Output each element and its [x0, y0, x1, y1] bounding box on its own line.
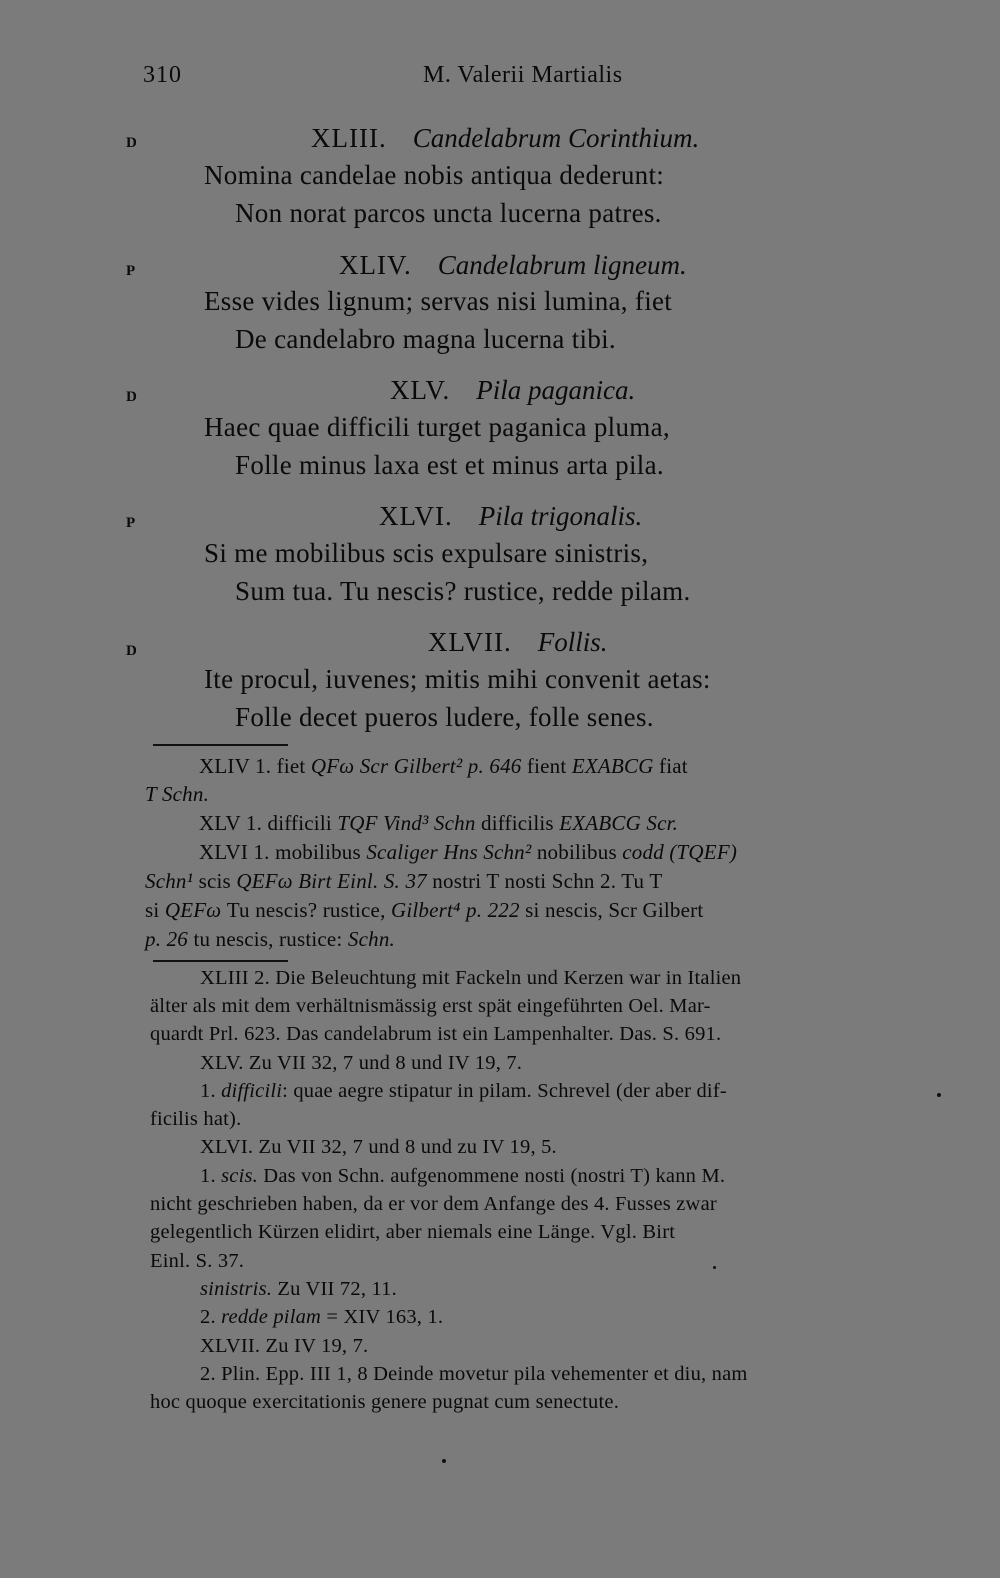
running-title: M. Valerii Martialis	[423, 62, 623, 88]
verse-line: Esse vides lignum; servas nisi lumina, fiet	[204, 286, 673, 316]
apparatus-line: Schn¹ scis QEFω Birt Einl. S. 37 nostri T nosti Schn 2. Tu T	[145, 869, 663, 893]
print-speck	[937, 1093, 941, 1097]
commentary-line: XLVII. Zu IV 19, 7.	[200, 1335, 369, 1357]
poem-heading	[311, 123, 699, 154]
poem-number: XLV.	[390, 375, 451, 405]
verse-line: Nomina candelae nobis antiqua dederunt:	[204, 160, 665, 190]
commentary-line: XLIII 2. Die Beleuchtung mit Fackeln und Kerzen war in Italien	[200, 967, 742, 989]
running-head	[0, 62, 1000, 98]
poem-title: Pila trigonalis.	[478, 501, 643, 531]
commentary-line: XLV. Zu VII 32, 7 und 8 und IV 19, 7.	[200, 1052, 523, 1074]
poem-number: XLVI.	[379, 501, 453, 531]
manuscript-sigil: D	[126, 389, 137, 405]
manuscript-sigil: P	[126, 263, 136, 279]
verse-line: De candelabro magna lucerna tibi.	[235, 324, 616, 354]
commentary-line: 1. scis. Das von Schn. aufgenommene nosti (nostri T) kann M.	[200, 1165, 726, 1187]
commentary-line: ficilis hat).	[150, 1108, 242, 1130]
poem-title: Candelabrum ligneum.	[437, 250, 687, 280]
print-speck	[713, 1266, 716, 1269]
poem-heading	[339, 250, 687, 281]
apparatus-line: T Schn.	[145, 782, 210, 806]
verse-line: Sum tua. Tu nescis? rustice, redde pilam.	[235, 576, 691, 606]
commentary-line: nicht geschrieben haben, da er vor dem Anfange des 4. Fusses zwar	[150, 1193, 717, 1215]
verse-line: Si me mobilibus scis expulsare sinistris,	[204, 538, 649, 568]
poem-heading	[390, 375, 635, 406]
poem-title: Candelabrum Corinthium.	[412, 123, 700, 153]
print-speck	[442, 1459, 446, 1463]
verse-line: Ite procul, iuvenes; mitis mihi convenit aetas:	[204, 664, 711, 694]
poem-title: Follis.	[537, 627, 608, 657]
commentary-line: sinistris. Zu VII 72, 11.	[200, 1278, 397, 1300]
page-number: 310	[143, 62, 182, 88]
apparatus-line: p. 26 tu nescis, rustice: Schn.	[145, 927, 395, 951]
manuscript-sigil: D	[126, 135, 137, 151]
commentary-line: gelegentlich Kürzen elidirt, aber niemals eine Länge. Vgl. Birt	[150, 1221, 676, 1243]
verse-line: Folle decet pueros ludere, folle senes.	[235, 702, 654, 732]
apparatus-line: XLIV 1. fiet QFω Scr Gilbert² p. 646 fient EXABCG fiat	[199, 754, 688, 778]
commentary-line: Einl. S. 37.	[150, 1250, 245, 1272]
poem-title: Pila paganica.	[476, 375, 636, 405]
commentary-line: XLVI. Zu VII 32, 7 und 8 und zu IV 19, 5.	[200, 1136, 557, 1158]
commentary-line: 2. Plin. Epp. III 1, 8 Deinde movetur pila vehementer et diu, nam	[200, 1363, 748, 1385]
apparatus-line: XLV 1. difficili TQF Vind³ Schn difficilis EXABCG Scr.	[199, 811, 679, 835]
apparatus-line: XLVI 1. mobilibus Scaliger Hns Schn² nobilibus codd (TQEF)	[199, 840, 738, 864]
poem-number: XLIV.	[339, 250, 412, 280]
commentary-line: 1. difficili: quae aegre stipatur in pilam. Schrevel (der aber dif-	[200, 1080, 727, 1102]
poem-number: XLIII.	[311, 123, 387, 153]
commentary-line: 2. redde pilam = XIV 163, 1.	[200, 1306, 444, 1328]
poem-heading	[379, 501, 642, 532]
manuscript-sigil: P	[126, 515, 136, 531]
commentary-rule	[153, 960, 288, 962]
poem-heading	[428, 627, 608, 658]
commentary-line: hoc quoque exercitationis genere pugnat cum senectute.	[150, 1391, 620, 1413]
poem-number: XLVII.	[428, 627, 512, 657]
commentary-line: älter als mit dem verhältnismässig erst spät eingeführten Oel. Mar-	[150, 995, 711, 1017]
manuscript-sigil: D	[126, 643, 137, 659]
commentary-line: quardt Prl. 623. Das candelabrum ist ein Lampenhalter. Das. S. 691.	[150, 1023, 722, 1045]
verse-line: Non norat parcos uncta lucerna patres.	[235, 198, 662, 228]
apparatus-rule	[153, 744, 288, 746]
verse-line: Folle minus laxa est et minus arta pila.	[235, 450, 664, 480]
apparatus-line: si QEFω Tu nescis? rustice, Gilbert⁴ p. 222 si nescis, Scr Gilbert	[145, 898, 704, 922]
verse-line: Haec quae difficili turget paganica pluma,	[204, 412, 670, 442]
